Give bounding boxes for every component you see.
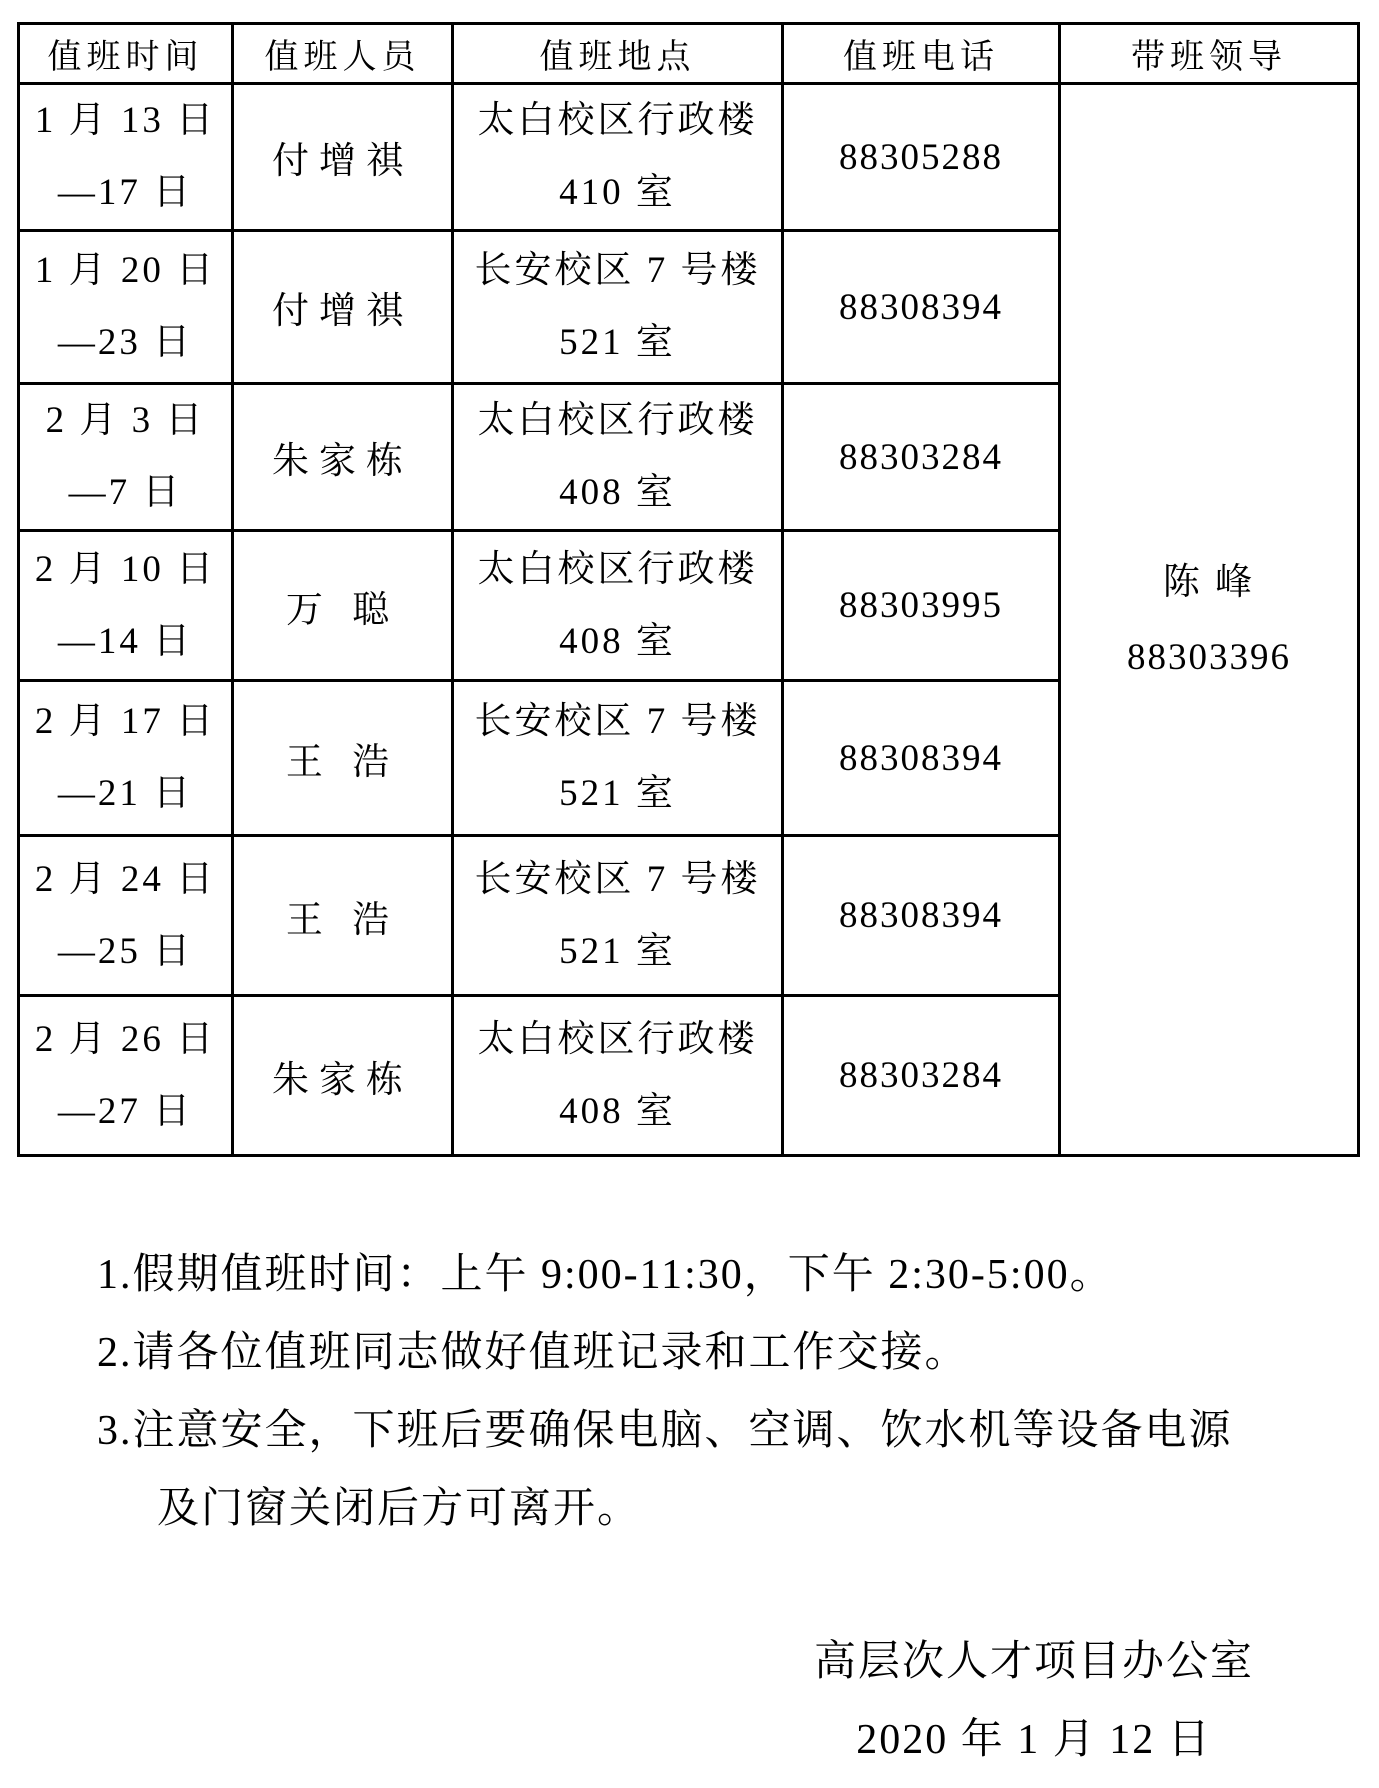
person-cell: 王 浩 <box>233 681 453 836</box>
time-line-1: 2 月 10 日 <box>34 548 217 590</box>
place-cell <box>453 836 783 996</box>
time-line-1: 2 月 3 日 <box>45 400 206 441</box>
phone-cell: 88303995 <box>783 531 1060 681</box>
person-cell: 付增祺 <box>233 231 453 384</box>
time-cell <box>19 681 233 836</box>
time-line-1: 1 月 13 日 <box>34 100 217 141</box>
time-line-2: —7 日 <box>68 472 183 513</box>
time-line-1: 2 月 26 日 <box>34 1018 217 1060</box>
time-cell <box>19 384 233 531</box>
place-cell <box>453 996 783 1156</box>
place-line-2: 408 室 <box>559 620 676 662</box>
time-cell <box>19 84 233 231</box>
person-cell: 朱家栋 <box>233 996 453 1156</box>
time-line-1: 2 月 24 日 <box>34 858 217 900</box>
time-line-2: —27 日 <box>57 1090 194 1132</box>
place-cell <box>453 531 783 681</box>
column-header-leader: 带班领导 <box>1060 24 1359 84</box>
notes-section <box>97 1236 1317 1548</box>
place-line-1: 太白校区行政楼 <box>477 100 758 141</box>
note-item-3-continuation: 及门窗关闭后方可离开。 <box>157 1486 642 1532</box>
place-line-2: 410 室 <box>559 172 676 213</box>
person-cell: 万 聪 <box>233 531 453 681</box>
place-line-2: 408 室 <box>559 1090 676 1132</box>
column-header-person: 值班人员 <box>233 24 453 84</box>
time-cell <box>19 836 233 996</box>
leader-phone: 88303396 <box>1127 636 1291 678</box>
place-line-1: 太白校区行政楼 <box>477 548 758 590</box>
time-line-2: —25 日 <box>57 930 194 972</box>
place-line-1: 长安校区 7 号楼 <box>474 250 761 291</box>
note-item-1: 1.假期值班时间：上午 9:00-11:30，下午 2:30-5:00。 <box>97 1252 1114 1298</box>
time-cell <box>19 996 233 1156</box>
time-line-1: 2 月 17 日 <box>34 701 217 742</box>
person-cell: 付增祺 <box>233 84 453 231</box>
place-cell <box>453 384 783 531</box>
phone-cell: 88308394 <box>783 681 1060 836</box>
time-line-2: —23 日 <box>57 322 194 363</box>
time-line-2: —21 日 <box>57 773 194 814</box>
signature-date: 2020 年 1 月 12 日 <box>856 1717 1212 1763</box>
time-line-2: —17 日 <box>57 172 194 213</box>
leader-name: 陈 峰 <box>1162 561 1256 603</box>
place-line-1: 太白校区行政楼 <box>477 400 758 441</box>
phone-cell: 88303284 <box>783 996 1060 1156</box>
column-header-place: 值班地点 <box>453 24 783 84</box>
time-cell <box>19 231 233 384</box>
note-item-3: 3.注意安全，下班后要确保电脑、空调、饮水机等设备电源 <box>97 1408 1233 1454</box>
place-cell <box>453 681 783 836</box>
place-line-2: 408 室 <box>559 472 676 513</box>
duty-schedule-table <box>17 22 1360 1157</box>
place-line-2: 521 室 <box>559 322 676 363</box>
time-line-2: —14 日 <box>57 620 194 662</box>
place-cell <box>453 231 783 384</box>
place-line-1: 长安校区 7 号楼 <box>474 858 761 900</box>
place-line-1: 长安校区 7 号楼 <box>474 701 761 742</box>
note-item-2: 2.请各位值班同志做好值班记录和工作交接。 <box>97 1330 969 1376</box>
phone-cell: 88303284 <box>783 384 1060 531</box>
signature-block <box>808 1623 1260 1779</box>
column-header-phone: 值班电话 <box>783 24 1060 84</box>
person-cell: 王 浩 <box>233 836 453 996</box>
person-cell: 朱家栋 <box>233 384 453 531</box>
time-cell <box>19 531 233 681</box>
table-header-row <box>19 24 1359 84</box>
column-header-time: 值班时间 <box>19 24 233 84</box>
place-cell <box>453 84 783 231</box>
time-line-1: 1 月 20 日 <box>34 250 217 291</box>
phone-cell: 88305288 <box>783 84 1060 231</box>
leader-cell <box>1060 84 1359 1156</box>
place-line-2: 521 室 <box>559 930 676 972</box>
phone-cell: 88308394 <box>783 836 1060 996</box>
signature-office: 高层次人才项目办公室 <box>813 1639 1254 1685</box>
place-line-2: 521 室 <box>559 773 676 814</box>
table-row <box>19 84 1359 231</box>
phone-cell: 88308394 <box>783 231 1060 384</box>
place-line-1: 太白校区行政楼 <box>477 1018 758 1060</box>
